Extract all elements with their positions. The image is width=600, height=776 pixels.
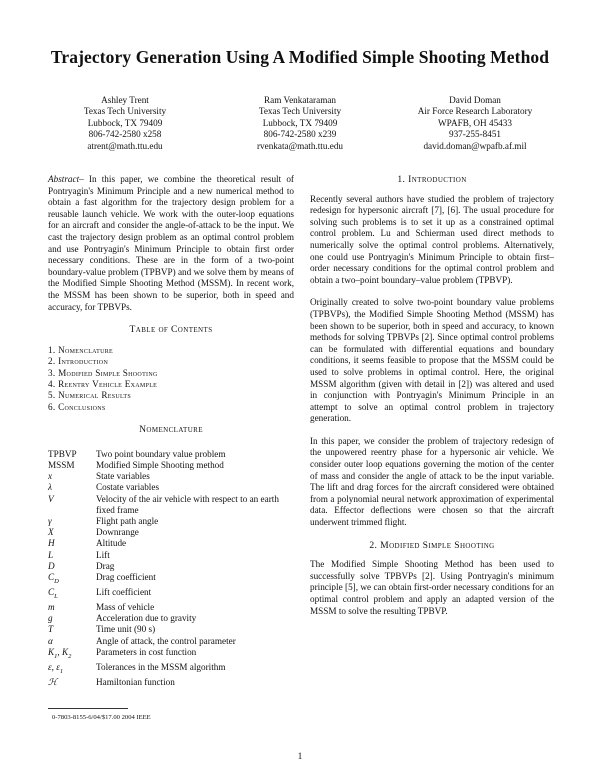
nomenclature-row bbox=[48, 482, 294, 493]
abstract-label: Abstract bbox=[48, 174, 80, 184]
author-address: WPAFB, OH 45433 bbox=[438, 117, 512, 128]
nomenclature-symbol: MSSM bbox=[48, 459, 75, 470]
author-2 bbox=[215, 95, 385, 152]
nomenclature-desc: Velocity of the air vehicle with respect to an earth fixed frame bbox=[96, 493, 279, 515]
nomenclature-symbol: $C_D$ bbox=[48, 571, 59, 585]
nomenclature-symbol: x bbox=[48, 471, 53, 482]
nomenclature-row bbox=[48, 494, 294, 516]
author-email: atrent@math.ttu.edu bbox=[87, 140, 163, 151]
nomenclature-symbol: T bbox=[48, 624, 54, 635]
nomenclature-symbol: γ bbox=[48, 515, 52, 526]
author-phone: 806-742-2580 x239 bbox=[263, 129, 337, 140]
nomenclature-row bbox=[48, 677, 294, 688]
introduction-paragraph: Recently several authors have studied the problem of trajectory redesign for hypersonic aircraft [7], [6]. The usual procedure for solving such problems is to set it up as a constrained optimal control problem. Lu and Schierman used direct methods to numerically solve the optimal control problems. Alternatively, one could use Pontryagin's Minimum Principle to obtain first–order necessary conditions for the optimal control problem and obtain a two–point boundary–value problem (TPBVP). bbox=[310, 193, 554, 285]
nomenclature-row bbox=[48, 662, 294, 677]
toc-item: 3. Modified Simple Shooting bbox=[48, 367, 158, 378]
nomenclature-row bbox=[48, 527, 294, 538]
nomenclature-desc: Time unit (90 s) bbox=[96, 624, 156, 635]
nomenclature-desc: Two point boundary value problem bbox=[96, 448, 226, 459]
nomenclature-desc: Altitude bbox=[96, 538, 127, 549]
nomenclature-row bbox=[48, 587, 294, 602]
author-name: Ashley Trent bbox=[101, 95, 149, 105]
author-phone: 937-255-8451 bbox=[448, 129, 502, 140]
author-address: Lubbock, TX 79409 bbox=[262, 117, 338, 128]
author-email: david.doman@wpafb.af.mil bbox=[423, 140, 527, 151]
nomenclature-row bbox=[48, 624, 294, 635]
nomenclature-row bbox=[48, 516, 294, 527]
author-3 bbox=[390, 95, 560, 152]
nomenclature-row bbox=[48, 460, 294, 471]
nomenclature-desc: Parameters in cost function bbox=[96, 646, 197, 657]
nomenclature-desc: Flight path angle bbox=[96, 515, 159, 526]
nomenclature-row bbox=[48, 572, 294, 587]
nomenclature-desc: Costate variables bbox=[96, 482, 160, 493]
nomenclature-symbol: ℋ bbox=[48, 676, 58, 687]
nomenclature-row bbox=[48, 561, 294, 572]
introduction-paragraph: Originally created to solve two-point boundary value problems (TPBVPs), the Modified Simple Shooting Method (MSSM) has been shown to be superior, both in speed and accuracy, to known methods for solving TPBVPs [2]. Since optimal control problems can be formulated with differential equations and boundary conditions, it seems feasible to propose that the MSSM could be used to solve problems in optimal control. Here, the original MSSM algorithm (given with detail in [2]) was altered and used in conjunction with Pontryagin's Minimum Principle in an attempt to solve an optimal control problem in trajectory generation. bbox=[310, 297, 554, 424]
nomenclature-symbol: TPBVP bbox=[48, 448, 77, 459]
paper-title: Trajectory Generation Using A Modified Simple Shooting Method bbox=[50, 47, 550, 67]
nomenclature-row bbox=[48, 647, 294, 662]
nomenclature-symbol: ε, $\varepsilon_1$ bbox=[48, 661, 64, 675]
left-column bbox=[48, 174, 294, 688]
nomenclature-symbol: $K_1$, $K_2$ bbox=[48, 646, 72, 660]
nomenclature-row bbox=[48, 449, 294, 460]
author-affiliation: Texas Tech University bbox=[258, 106, 342, 117]
toc-item: 1. Nomenclature bbox=[48, 344, 113, 355]
abstract bbox=[48, 174, 294, 313]
author-address: Lubbock, TX 79409 bbox=[87, 117, 163, 128]
nomenclature-row bbox=[48, 550, 294, 561]
toc-heading: Table of Contents bbox=[129, 324, 213, 336]
nomenclature-symbol: H bbox=[48, 538, 55, 549]
nomenclature-symbol: λ bbox=[48, 482, 52, 493]
nomenclature-symbol: $C_L$ bbox=[48, 587, 58, 600]
nomenclature-desc: State variables bbox=[96, 471, 150, 482]
nomenclature-symbol: D bbox=[48, 560, 55, 571]
nomenclature-symbol: X bbox=[48, 527, 54, 538]
nomenclature-desc: Modified Simple Shooting method bbox=[96, 459, 224, 470]
nomenclature-desc: Hamiltonian function bbox=[96, 676, 175, 687]
mssm-heading: 2. Modified Simple Shooting bbox=[369, 539, 495, 551]
nomenclature-row bbox=[48, 471, 294, 482]
nomenclature-symbol: L bbox=[48, 549, 54, 560]
author-block bbox=[40, 95, 560, 152]
author-email: rvenkata@math.ttu.edu bbox=[256, 140, 344, 151]
mssm-paragraph: The Modified Simple Shooting Method has been used to successfully solve TPBVPs [2]. Using Pontryagin's minimum principle [5], we can obtain first-order necessary conditions for an optimal control problem and apply an adapted version of the MSSM to solve the resulting TPBVP. bbox=[310, 559, 554, 616]
toc-list bbox=[48, 345, 294, 413]
nomenclature-desc: Mass of vehicle bbox=[96, 602, 155, 613]
author-name: Ram Venkataraman bbox=[263, 95, 337, 105]
nomenclature-symbol: g bbox=[48, 613, 53, 624]
author-affiliation: Texas Tech University bbox=[83, 106, 167, 117]
nomenclature-desc: Tolerances in the MSSM algorithm bbox=[96, 661, 226, 672]
nomenclature-desc: Lift bbox=[96, 549, 110, 560]
nomenclature-desc: Downrange bbox=[96, 527, 139, 538]
toc-item: 5. Numerical Results bbox=[48, 390, 132, 401]
author-name: David Doman bbox=[449, 95, 501, 105]
nomenclature-symbol: V bbox=[48, 493, 54, 504]
nomenclature-desc: Drag bbox=[96, 560, 115, 571]
nomenclature-row bbox=[48, 636, 294, 647]
page-number: 1 bbox=[297, 752, 303, 762]
nomenclature-symbol: m bbox=[48, 602, 55, 613]
toc-item: 2. Introduction bbox=[48, 356, 109, 367]
right-column bbox=[310, 174, 554, 617]
footnote: 0-7803-8155-6/04/$17.00 2004 IEEE bbox=[52, 714, 151, 721]
nomenclature-row bbox=[48, 602, 294, 613]
author-phone: 806-742-2580 x258 bbox=[88, 129, 162, 140]
nomenclature-table bbox=[48, 449, 294, 688]
introduction-heading: 1. Introduction bbox=[397, 174, 467, 185]
nomenclature-desc: Acceleration due to gravity bbox=[96, 613, 197, 624]
toc-item: 6. Conclusions bbox=[48, 401, 106, 412]
nomenclature-desc: Drag coefficient bbox=[96, 571, 156, 582]
nomenclature-desc: Lift coefficient bbox=[96, 587, 152, 598]
footnote-rule bbox=[48, 708, 128, 709]
author-1 bbox=[40, 95, 210, 152]
nomenclature-desc: Angle of attack, the control parameter bbox=[96, 635, 236, 646]
nomenclature-row bbox=[48, 613, 294, 624]
nomenclature-symbol: α bbox=[48, 635, 53, 646]
author-affiliation: Air Force Research Laboratory bbox=[417, 106, 533, 117]
abstract-text: – In this paper, we combine the theoretical result of Pontryagin's Minimum Principle and a new numerical method to obtain a fast algorithm for the trajectory design problem for a reusable launch vehicle. We work with the outer-loop equations for an aircraft and consider the angle-of-attack to be the input. We cast the trajectory design problem as an optimal control problem and use Pontryagin's Minimum Principle to obtain first order necessary conditions. These are in the form of a two-point boundary-value problem (TPBVP) and we solve them by means of the Modified Simple Shooting Method (MSSM). In recent work, the MSSM has been shown to be superior, both in speed and accuracy, for TPBVPs. bbox=[48, 174, 294, 312]
introduction-paragraph: In this paper, we consider the problem of trajectory redesign of the unpowered reentry phase for a hypersonic air vehicle. We consider outer loop equations governing the motion of the center of mass and consider the angle of attack to be the input variable. The lift and drag forces for the aircraft considered were obtained from a polynomial neural network approximation of experimental data. Effector deflections were chosen so that the aircraft underwent trimmed flight. bbox=[310, 435, 554, 528]
nomenclature-row bbox=[48, 538, 294, 549]
toc-item: 4. Reentry Vehicle Example bbox=[48, 378, 158, 389]
nomenclature-heading: Nomenclature bbox=[139, 424, 203, 436]
